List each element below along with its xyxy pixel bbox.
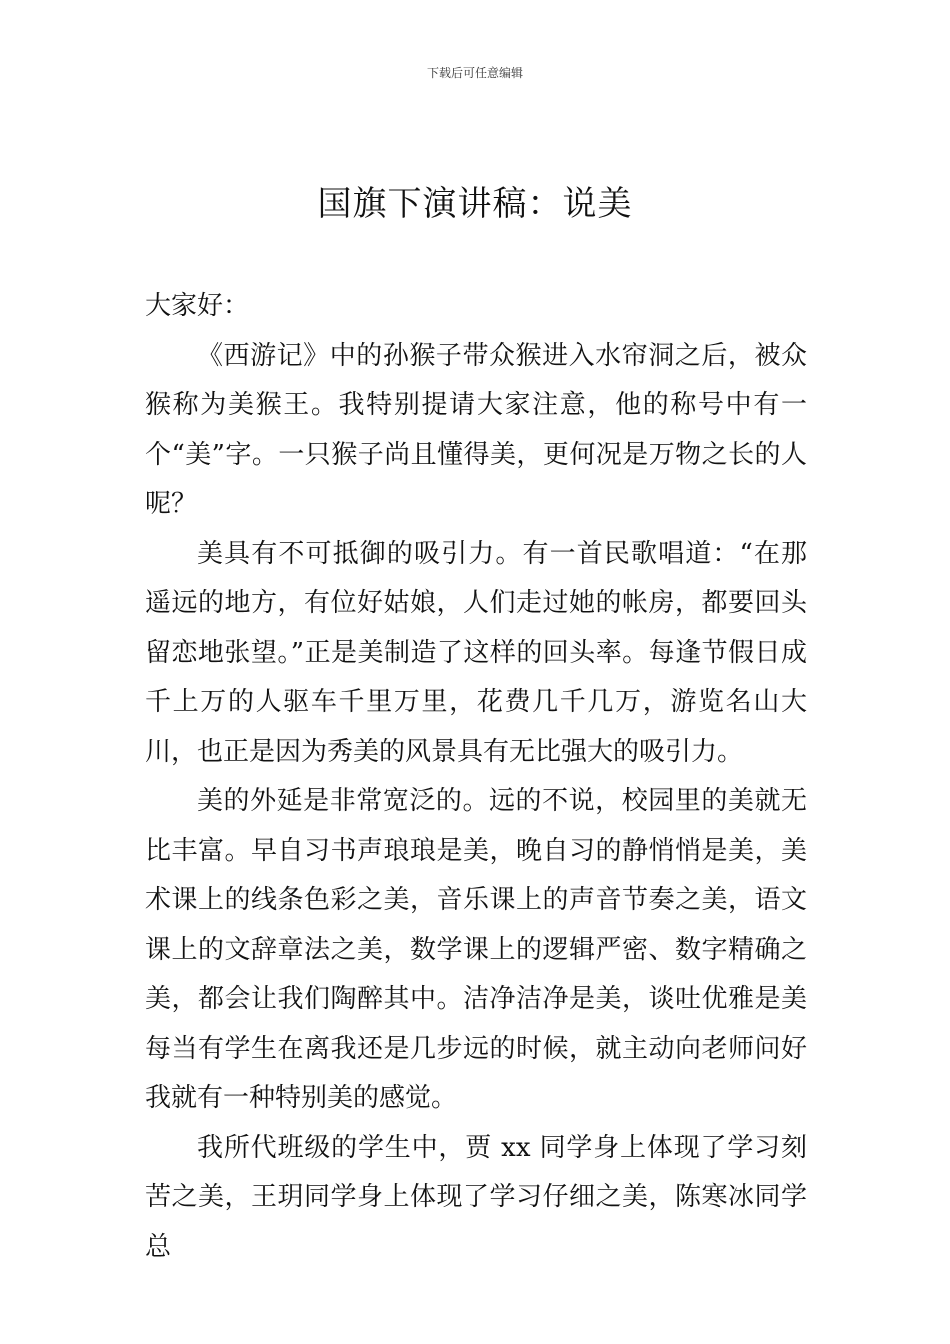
document-title: 国旗下演讲稿：说美	[317, 184, 633, 224]
paragraph-4: 我所代班级的学生中，贾 xx 同学身上体现了学习刻苦之美，王玥同学身上体现了学习仔细之美，陈寒冰同学总	[145, 1132, 807, 1262]
paragraph-1: 《西游记》中的孙猴子带众猴进入水帘洞之后，被众猴称为美猴王。我特别提请大家注意，他的称号中有一个“美”字。一只猴子尚且懂得美，更何况是万物之长的人呢？	[145, 340, 807, 519]
paragraph-2: 美具有不可抵御的吸引力。有一首民歌唱道：“在那遥远的地方，有位好姑娘，人们走过她的帐房，都要回头留恋地张望。”正是美制造了这样的回头率。每逢节假日成千上万的人驱车千里万里，花费几千几万，游览名山大川，也正是因为秀美的风景具有无比强大的吸引力。	[145, 538, 807, 767]
greeting: 大家好：	[145, 291, 250, 321]
header-note: 下载后可任意编辑	[426, 66, 523, 80]
document-body	[145, 282, 807, 1272]
paragraph-3: 美的外延是非常宽泛的。远的不说，校园里的美就无比丰富。早自习书声琅琅是美，晚自习的静悄悄是美，美术课上的线条色彩之美，音乐课上的声音节奏之美，语文课上的文辞章法之美，数学课上的逻辑严密、数字精确之美，都会让我们陶醉其中。洁净洁净是美，谈吐优雅是美每当有学生在离我还是几步远的时候，就主动向老师问好我就有一种特别美的感觉。	[145, 786, 807, 1113]
